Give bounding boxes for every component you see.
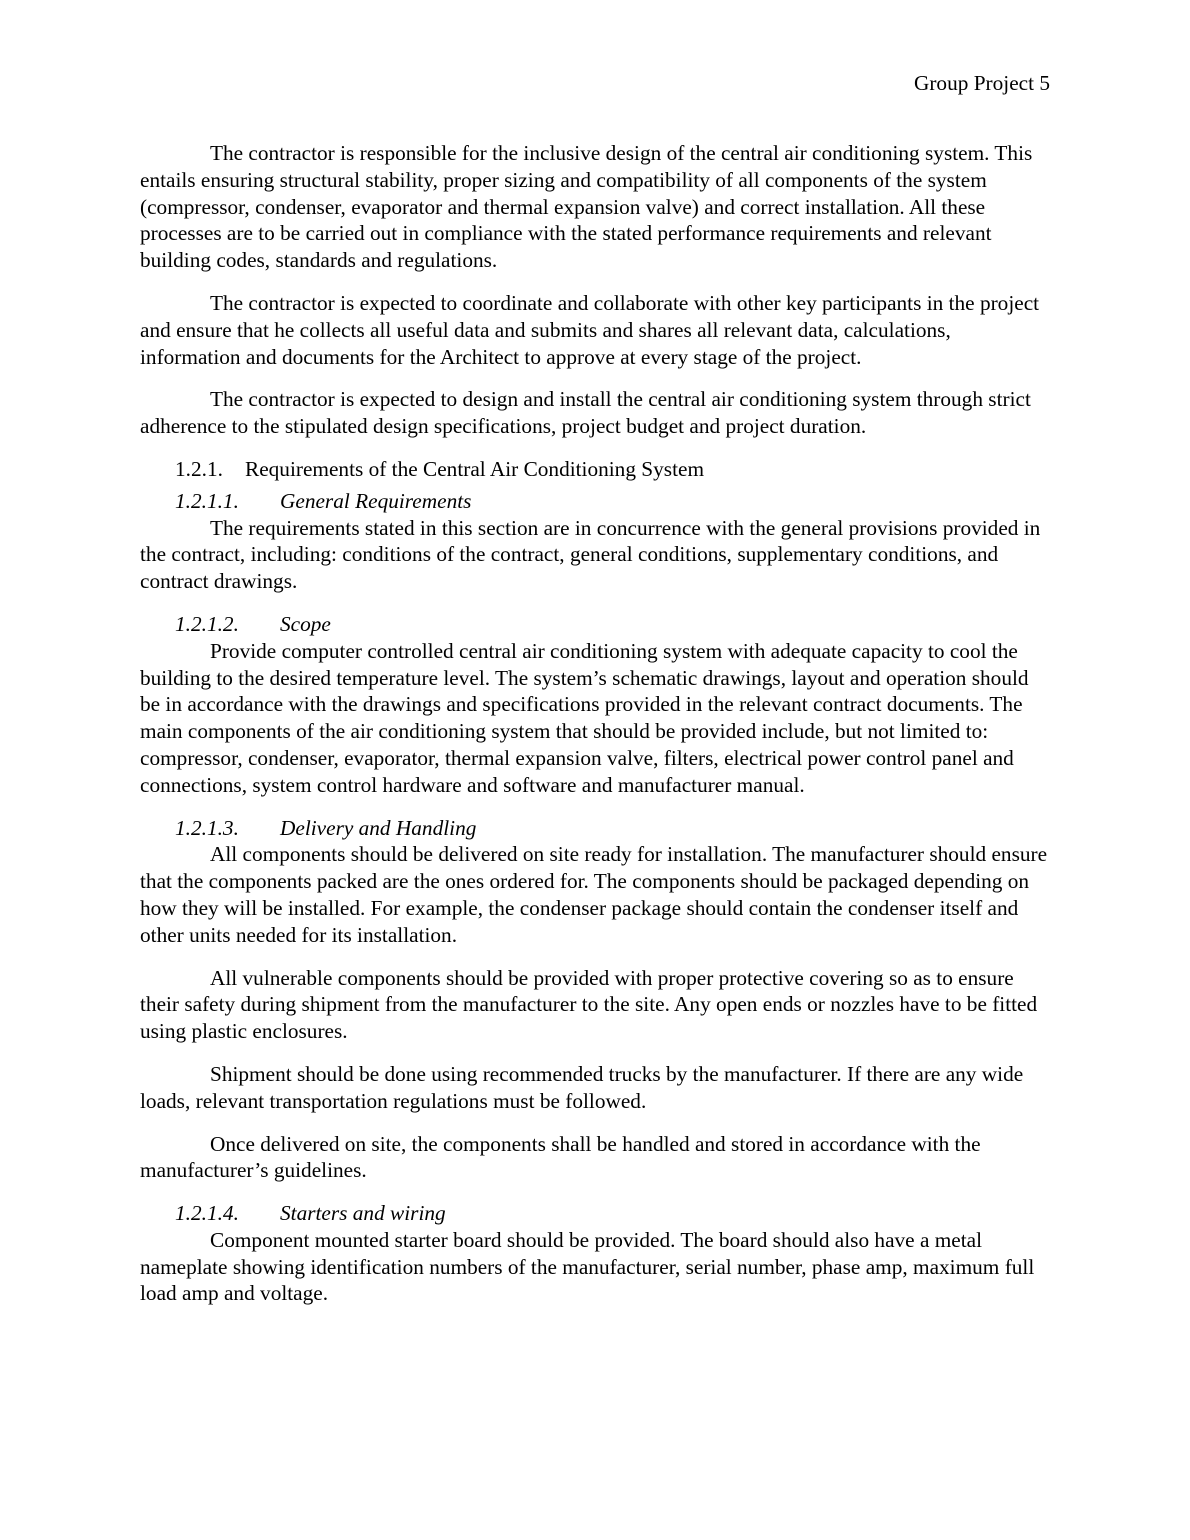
subsection-title: Delivery and Handling xyxy=(280,815,477,840)
subsection-title: Starters and wiring xyxy=(280,1201,446,1226)
paragraph: Component mounted starter board should be provided. The board should also have a metal nameplate showing identification numbers of the manufacturer, serial number, phase amp, maximum full load amp and voltage. xyxy=(140,1227,1035,1306)
paragraph: All components should be delivered on site ready for installation. The manufacturer should ensure that the components packed are the ones ordered for. The components should be packaged depending on how they will be installed. For example, the condenser package should contain the condenser itself and other units needed for its installation. xyxy=(140,842,1048,947)
paragraph: The contractor is expected to design and install the central air conditioning system through strict adherence to the stipulated design specifications, project budget and project duration. xyxy=(140,387,1031,439)
paragraph: The contractor is expected to coordinate and collaborate with other key participants in the project and ensure that he collects all useful data and submits and shares all relevant data, calculations, information and documents for the Architect to approve at every stage of the project. xyxy=(140,290,1040,369)
paragraph: All vulnerable components should be provided with proper protective covering so as to ensure their safety during shipment from the manufacturer to the site. Any open ends or nozzles have to be fitted using plastic enclosures. xyxy=(140,965,1038,1044)
subsection-number: 1.2.1.1. xyxy=(175,488,239,513)
subsection-heading-1-2-1-4 xyxy=(140,1200,1050,1227)
document-body xyxy=(140,140,1050,1307)
section-title: Requirements of the Central Air Conditioning System xyxy=(245,456,705,481)
subsection-title: General Requirements xyxy=(280,488,472,513)
subsection-heading-1-2-1-3 xyxy=(140,815,1050,842)
paragraph: Provide computer controlled central air conditioning system with adequate capacity to cool the building to the desired temperature level. The system’s schematic drawings, layout and operation should be in accordance with the drawings and specifications provided in the relevant contract documents. The main components of the air conditioning system that should be provided include, but not limited to: compressor, condenser, evaporator, thermal expansion valve, filters, electrical power control panel and connections, system control hardware and software and manufacturer manual. xyxy=(140,638,1029,797)
subsection-number: 1.2.1.3. xyxy=(175,815,239,840)
paragraph: Once delivered on site, the components shall be handled and stored in accordance with the manufacturer’s guidelines. xyxy=(140,1131,981,1183)
subsection-number: 1.2.1.4. xyxy=(175,1201,239,1226)
paragraph: Shipment should be done using recommended trucks by the manufacturer. If there are any wide loads, relevant transportation regulations must be followed. xyxy=(140,1061,1024,1113)
section-heading-1-2-1 xyxy=(140,456,1050,483)
subsection-number: 1.2.1.2. xyxy=(175,611,239,636)
subsection-heading-1-2-1-2 xyxy=(140,611,1050,638)
subsection-title: Scope xyxy=(280,611,331,636)
subsection-heading-1-2-1-1 xyxy=(140,488,1050,515)
section-number: 1.2.1. xyxy=(175,456,223,481)
paragraph: The requirements stated in this section are in concurrence with the general provisions provided in the contract, including: conditions of the contract, general conditions, supplementary conditions, and contract drawings. xyxy=(140,515,1041,594)
running-head: Group Project 5 xyxy=(913,71,1050,95)
paragraph: The contractor is responsible for the inclusive design of the central air conditioning system. This entails ensuring structural stability, proper sizing and compatibility of all components of the system (compressor, condenser, evaporator and thermal expansion valve) and correct installation. All these processes are to be carried out in compliance with the stated performance requirements and relevant building codes, standards and regulations. xyxy=(140,141,1033,273)
